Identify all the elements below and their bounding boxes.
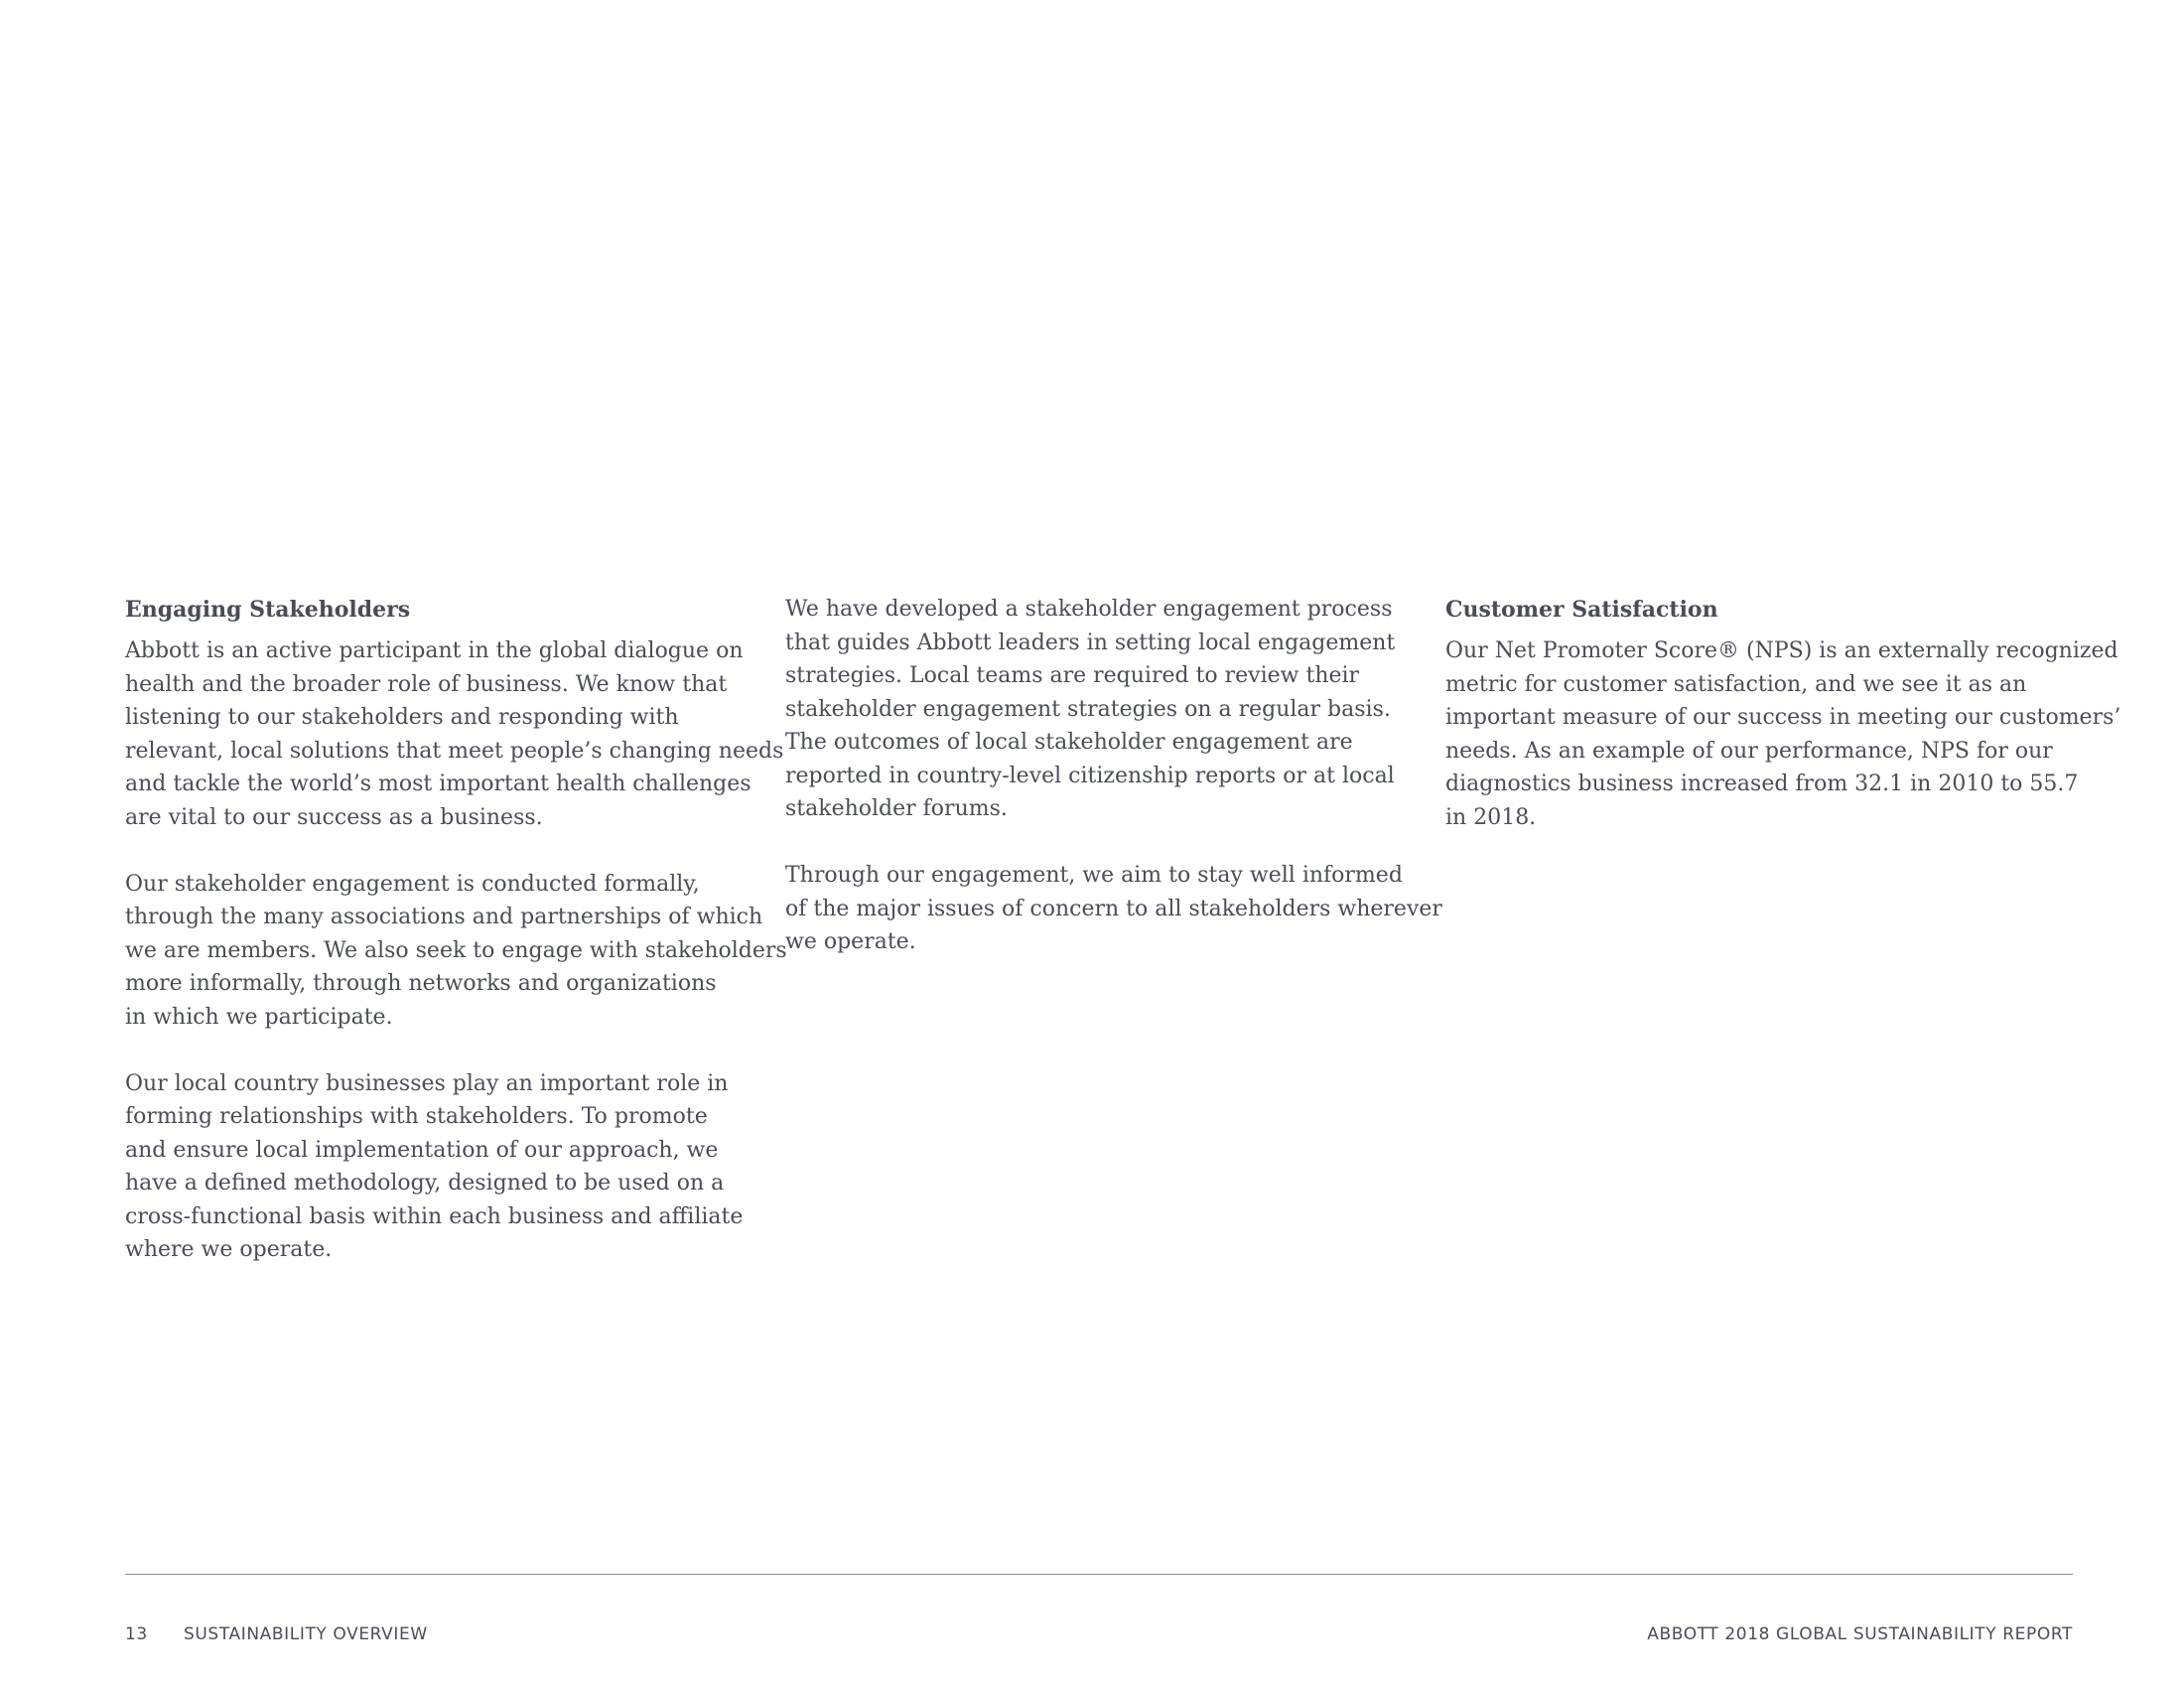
text-line: relevant, local solutions that meet people’s changing needs <box>125 738 784 764</box>
text-line: of the major issues of concern to all stakeholders wherever <box>785 896 1442 921</box>
text-line: where we operate. <box>125 1237 333 1262</box>
text-line: more informally, through networks and organizations <box>125 971 717 996</box>
text-line: we are members. We also seek to engage with stakeholders <box>125 937 787 963</box>
text-line: reported in country-level citizenship reports or at local <box>785 763 1395 788</box>
paragraph <box>125 868 787 1035</box>
text-line: forming relationships with stakeholders. To promote <box>125 1104 708 1129</box>
text-line: diagnostics business increased from 32.1 in 2010 to 55.7 <box>1445 772 2079 796</box>
paragraph <box>125 1067 760 1267</box>
footer-divider <box>125 1574 2073 1575</box>
text-line: that guides Abbott leaders in setting local engagement <box>785 630 1396 655</box>
footer-section-title: SUSTAINABILITY OVERVIEW <box>184 1624 428 1644</box>
text-line: listening to our stakeholders and responding with <box>125 705 679 730</box>
text-line: stakeholder engagement strategies on a regular basis. <box>785 696 1391 722</box>
text-line: We have developed a stakeholder engagement process <box>785 597 1393 622</box>
paragraph <box>785 859 1442 959</box>
text-line: through the many associations and partnerships of which <box>125 905 763 929</box>
text-line: have a defined methodology, designed to be used on a <box>125 1171 725 1196</box>
column-engagement-process <box>785 593 1442 992</box>
column-engaging-stakeholders <box>125 593 787 1300</box>
text-line: we operate. <box>785 929 916 954</box>
text-line: cross-functional basis within each business and affiliate <box>125 1203 744 1229</box>
text-line: Our Net Promoter Score® (NPS) is an externally recognized <box>1445 638 2118 663</box>
text-line: health and the broader role of business. We know that <box>125 671 728 697</box>
page-number: 13 <box>125 1624 148 1644</box>
text-line: Through our engagement, we aim to stay well informed <box>785 863 1403 888</box>
paragraph <box>1445 634 2121 834</box>
text-line: Our local country businesses play an important role in <box>125 1070 729 1096</box>
paragraph <box>785 593 1421 826</box>
text-line: metric for customer satisfaction, and we see it as an <box>1445 671 2027 697</box>
text-line: and ensure local implementation of our approach, we <box>125 1137 719 1163</box>
text-line: in 2018. <box>1445 804 1537 830</box>
text-line: are vital to our success as a business. <box>125 804 543 830</box>
paragraph <box>125 634 784 834</box>
text-line: important measure of our success in meeting our customers’ <box>1445 705 2121 730</box>
text-line: needs. As an example of our performance, NPS for our <box>1445 738 2053 764</box>
text-line: Abbott is an active participant in the global dialogue on <box>125 638 744 663</box>
column-customer-satisfaction <box>1445 593 2121 868</box>
section-heading-customer-satisfaction: Customer Satisfaction <box>1445 597 1718 623</box>
text-line: stakeholder forums. <box>785 796 1008 821</box>
text-line: in which we participate. <box>125 1004 393 1030</box>
text-line: Our stakeholder engagement is conducted formally, <box>125 871 700 897</box>
section-heading-engaging-stakeholders: Engaging Stakeholders <box>125 597 411 623</box>
footer-report-title: ABBOTT 2018 GLOBAL SUSTAINABILITY REPORT <box>1647 1624 2073 1644</box>
text-line: strategies. Local teams are required to review their <box>785 663 1360 688</box>
text-line: and tackle the world’s most important health challenges <box>125 772 751 796</box>
text-line: The outcomes of local stakeholder engagement are <box>785 730 1353 755</box>
